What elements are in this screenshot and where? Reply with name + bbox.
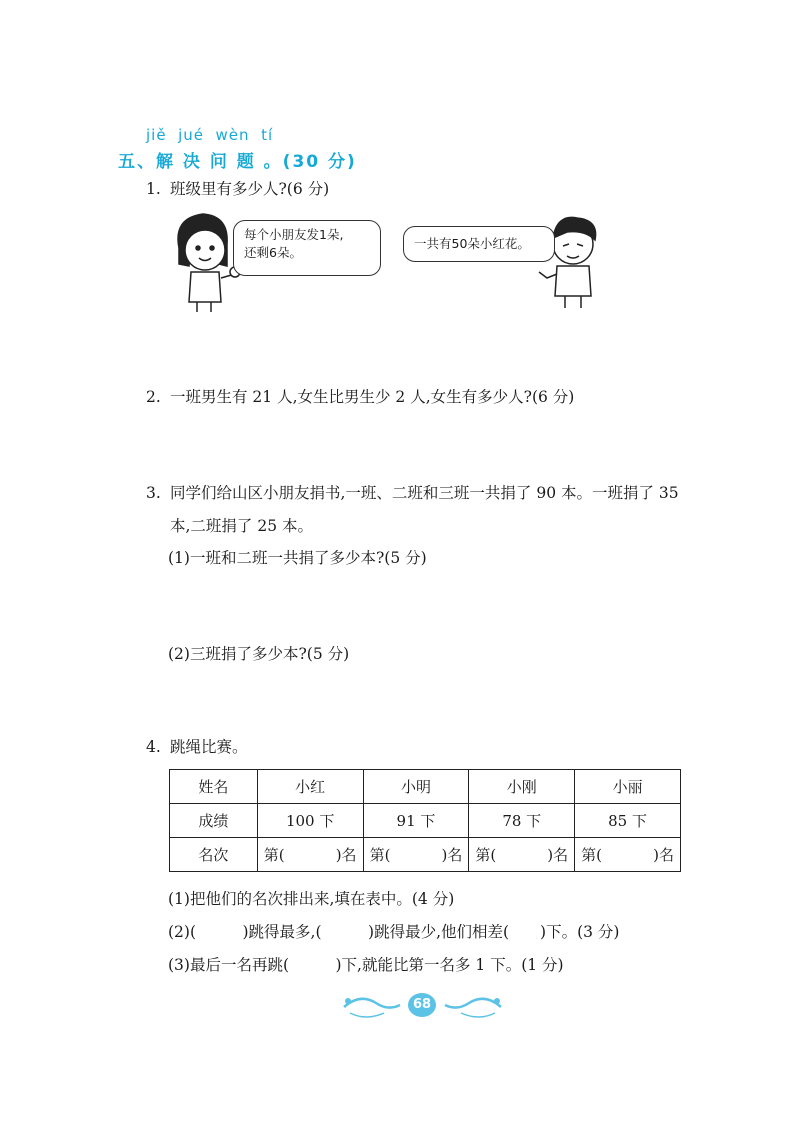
question-3-line-2: 本,二班捐了 25 本。	[170, 517, 314, 535]
question-2	[146, 386, 574, 408]
question-3	[146, 482, 679, 504]
question-number: 1.	[146, 180, 161, 198]
question-4	[146, 736, 248, 758]
section-title: 五、解 决 问 题 。(30 分)	[118, 152, 357, 172]
rank-blank-cell[interactable]	[575, 838, 681, 872]
rank-prefix: 第(	[263, 846, 285, 864]
rank-prefix: 第(	[581, 846, 603, 864]
row-header-name: 姓名	[170, 770, 258, 804]
question-text: 一班男生有 21 人,女生比男生少 2 人,女生有多少人?(6 分)	[170, 388, 575, 406]
name-cell: 小刚	[469, 770, 575, 804]
name-cell: 小红	[257, 770, 363, 804]
jump-rope-table	[169, 769, 681, 872]
rank-blank-cell[interactable]	[469, 838, 575, 872]
page-number-ornament	[340, 985, 505, 1025]
question-number: 3.	[146, 484, 161, 502]
question-1	[146, 178, 329, 200]
score-cell: 100 下	[257, 804, 363, 838]
score-cell: 78 下	[469, 804, 575, 838]
score-cell: 91 下	[363, 804, 469, 838]
row-header-rank: 名次	[170, 838, 258, 872]
rank-suffix: )名	[335, 846, 357, 864]
rank-blank-cell[interactable]	[363, 838, 469, 872]
rank-prefix: 第(	[369, 846, 391, 864]
name-cell: 小丽	[575, 770, 681, 804]
girl-speech-line-2: 还剩6朵。	[244, 245, 302, 260]
question-text-line-1: 同学们给山区小朋友捐书,一班、二班和三班一共捐了 90 本。一班捐了 35	[170, 484, 679, 502]
question-3-sub-2: (2)三班捐了多少本?(5 分)	[168, 645, 350, 663]
boy-speech-bubble: 一共有50朵小红花。	[403, 226, 555, 262]
section-pinyin: jiě jué wèn tí	[146, 126, 274, 144]
question-4-sub-2: (2)( )跳得最多,( )跳得最少,他们相差( )下。(3 分)	[168, 923, 620, 941]
rank-suffix: )名	[441, 846, 463, 864]
question-number: 2.	[146, 388, 161, 406]
rank-blank-cell[interactable]	[257, 838, 363, 872]
question-3-sub-1: (1)一班和二班一共捐了多少本?(5 分)	[168, 549, 427, 567]
question-4-sub-3: (3)最后一名再跳( )下,就能比第一名多 1 下。(1 分)	[168, 956, 564, 974]
rank-suffix: )名	[653, 846, 674, 864]
rank-suffix: )名	[547, 846, 569, 864]
table-row	[170, 804, 681, 838]
score-cell: 85 下	[575, 804, 681, 838]
row-header-score: 成绩	[170, 804, 258, 838]
question-4-sub-1: (1)把他们的名次排出来,填在表中。(4 分)	[168, 890, 455, 908]
question-text: 跳绳比赛。	[170, 738, 248, 756]
girl-speech-line-1: 每个小朋友发1朵,	[244, 227, 344, 242]
girl-speech-bubble	[233, 220, 381, 276]
question-number: 4.	[146, 738, 161, 756]
question-1-illustration	[165, 208, 613, 312]
question-text: 班级里有多少人?(6 分)	[170, 180, 330, 198]
name-cell: 小明	[363, 770, 469, 804]
rank-prefix: 第(	[475, 846, 497, 864]
table-row	[170, 838, 681, 872]
table-row	[170, 770, 681, 804]
page-number: 68	[408, 993, 436, 1017]
girl-figure	[178, 214, 240, 312]
